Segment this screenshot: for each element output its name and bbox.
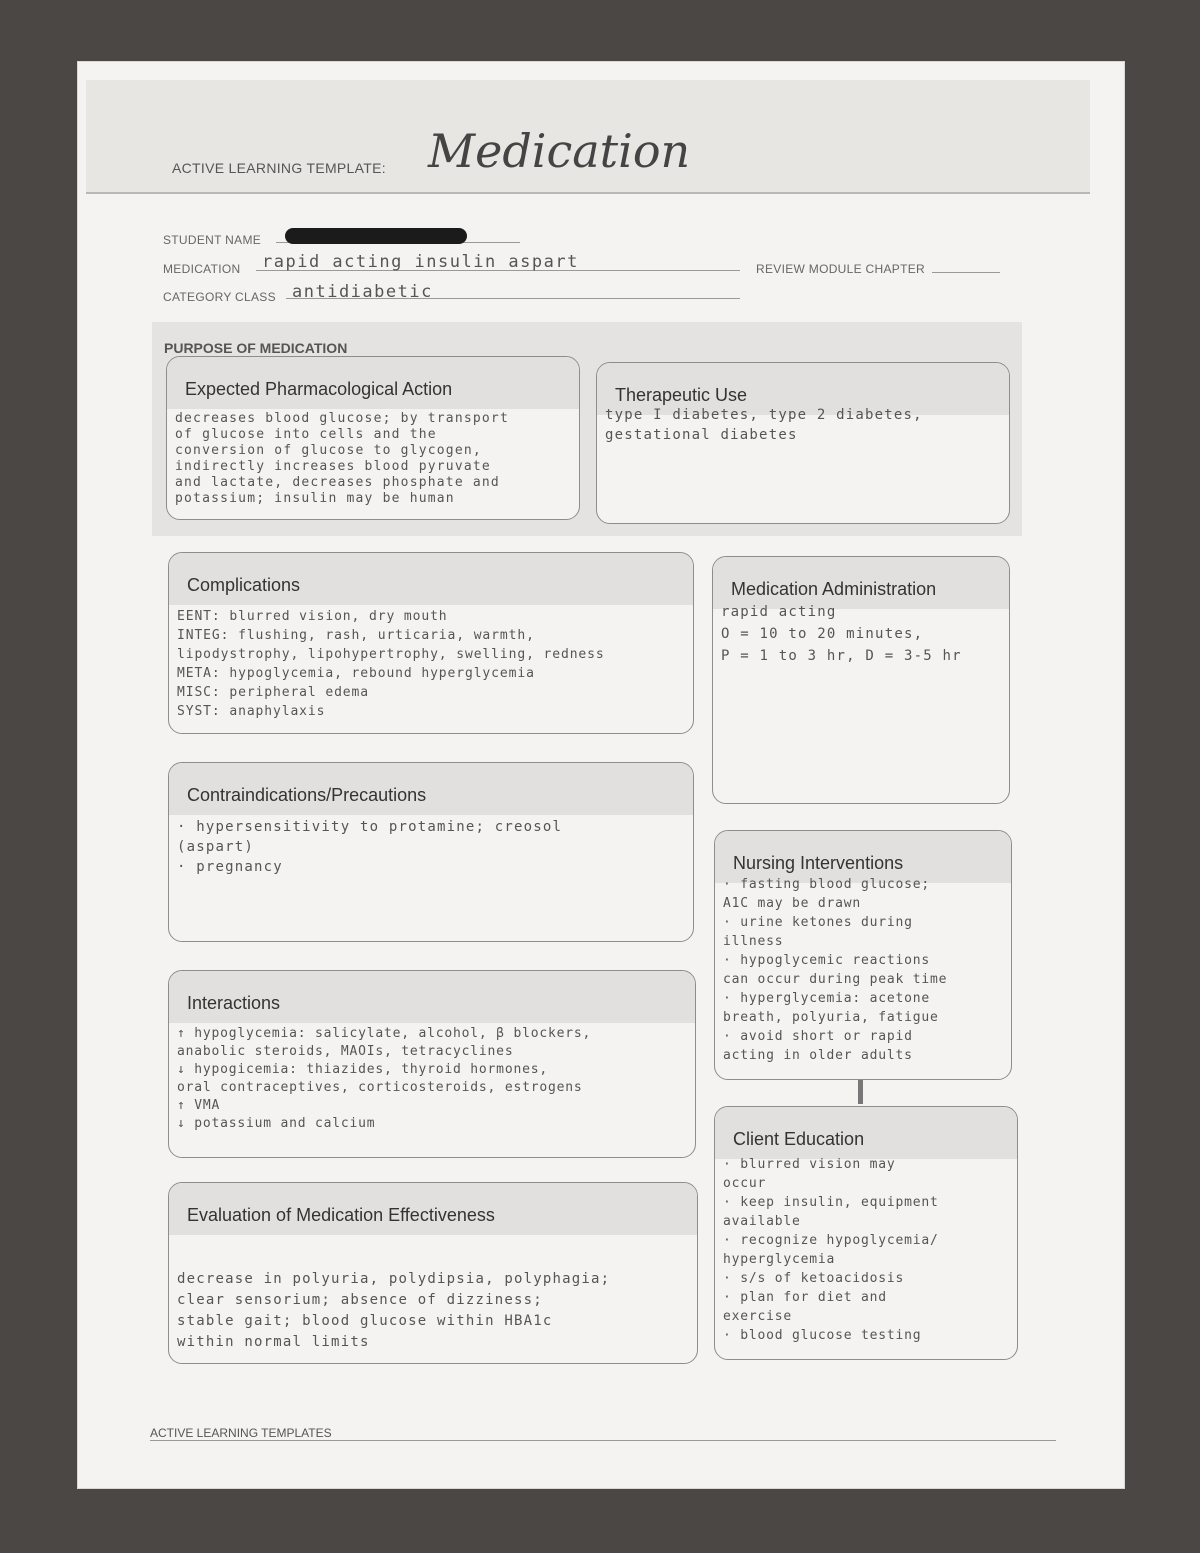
complications-title: Complications: [187, 575, 301, 595]
contraindications-box: [168, 762, 694, 942]
client-education-box: [714, 1106, 1018, 1360]
evaluation-title: Evaluation of Medication Effectiveness: [187, 1205, 495, 1225]
therapeutic-use-title: Therapeutic Use: [615, 385, 748, 405]
medication-administration-text: rapid acting O = 10 to 20 minutes, P = 1 to 3 hr, D = 3-5 hr: [721, 604, 962, 664]
review-module-line: [932, 272, 1000, 273]
therapeutic-use-box: [596, 362, 1010, 524]
medication-administration-title: Medication Administration: [731, 579, 937, 599]
template-label: ACTIVE LEARNING TEMPLATE:: [172, 160, 386, 176]
category-class-value: antidiabetic: [292, 282, 433, 302]
medication-value: rapid acting insulin aspart: [262, 252, 579, 272]
client-education-text: · blurred vision may occur · keep insulin, equipment available · recognize hypoglycemia/ hyperglycemia · s/s of ketoacidosis · plan for diet and exercise · blood glucose testing: [723, 1157, 939, 1343]
contraindications-text: · hypersensitivity to protamine; creosol (aspart) · pregnancy: [177, 819, 563, 875]
therapeutic-use-text: type I diabetes, type 2 diabetes, gestational diabetes: [605, 407, 923, 443]
medication-administration-box: [712, 556, 1010, 804]
expected-action-text: decreases blood glucose; by transport of glucose into cells and the conversion of glucose to glycogen, indirectly increases blood pyruvate and lactate, decreases phosphate and potassium; insulin may be human: [175, 411, 509, 506]
footer-line: [150, 1440, 1056, 1441]
header-divider: [86, 192, 1090, 194]
complications-box: [168, 552, 694, 734]
interactions-title: Interactions: [187, 993, 281, 1013]
contraindications-title: Contraindications/Precautions: [187, 785, 427, 805]
evaluation-box: [168, 1182, 698, 1364]
redacted-student-name: [285, 228, 467, 244]
interactions-box: [168, 970, 696, 1158]
client-education-title: Client Education: [733, 1129, 865, 1149]
box-connector: [858, 1080, 863, 1104]
medication-label: MEDICATION: [163, 262, 241, 276]
expected-action-box: [166, 356, 580, 520]
category-class-label: CATEGORY CLASS: [163, 290, 276, 304]
page-title: Medication: [428, 124, 691, 178]
footer-label: ACTIVE LEARNING TEMPLATES: [150, 1426, 332, 1440]
nursing-interventions-text: · fasting blood glucose; A1C may be drawn · urine ketones during illness · hypoglycemic reactions can occur during peak time · hyperglycemia: acetone breath, polyuria, fatigue · avoid short or rapid acting in older adults: [723, 877, 948, 1063]
interactions-text: ↑ hypoglycemia: salicylate, alcohol, β blockers, anabolic steroids, MAOIs, tetracyclines ↓ hypogicemia: thiazides, thyroid hormones, oral contraceptives, corticosteroids, estrogens ↑ VMA ↓ potassium and calcium: [177, 1026, 592, 1131]
evaluation-text: decrease in polyuria, polydipsia, polyphagia; clear sensorium; absence of dizziness; stable gait; blood glucose within HBA1c within normal limits: [177, 1271, 611, 1350]
complications-text: EENT: blurred vision, dry mouth INTEG: flushing, rash, urticaria, warmth, lipodystrophy, lipohypertrophy, swelling, redness META: hypoglycemia, rebound hyperglycemia MISC: peripheral edema SYST: anaphylaxis: [177, 609, 605, 719]
nursing-interventions-box: [714, 830, 1012, 1080]
review-module-label: REVIEW MODULE CHAPTER: [756, 262, 925, 276]
expected-action-title: Expected Pharmacological Action: [185, 379, 453, 399]
student-name-label: STUDENT NAME: [163, 233, 262, 247]
purpose-heading: PURPOSE OF MEDICATION: [164, 340, 348, 356]
nursing-interventions-title: Nursing Interventions: [733, 853, 904, 873]
